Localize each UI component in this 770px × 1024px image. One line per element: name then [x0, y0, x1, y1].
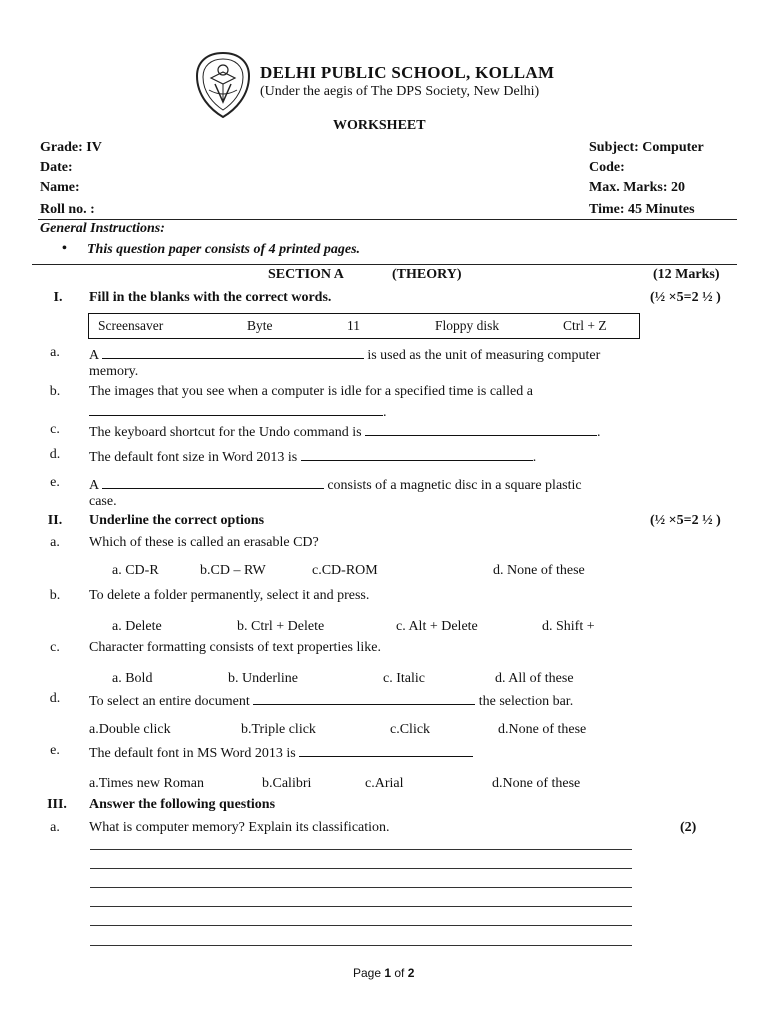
- answer-blank[interactable]: [299, 743, 473, 757]
- code-field: Code:: [589, 160, 625, 175]
- school-name: DELHI PUBLIC SCHOOL, KOLLAM: [260, 63, 555, 82]
- option-item[interactable]: a.Times new Roman: [89, 776, 204, 791]
- date-field: Date:: [40, 160, 73, 175]
- instructions-heading: General Instructions:: [40, 221, 165, 236]
- grade-field: Grade: IV: [40, 140, 102, 155]
- answer-line[interactable]: [90, 925, 632, 926]
- part-marks: (½ ×5=2 ½ ): [650, 290, 721, 305]
- word-bank-box: [88, 313, 640, 339]
- part-marks: (½ ×5=2 ½ ): [650, 513, 721, 528]
- word-bank-item: Floppy disk: [435, 318, 500, 333]
- question-text: To delete a folder permanently, select it and press.: [89, 588, 370, 603]
- option-item[interactable]: d.None of these: [492, 776, 581, 791]
- question-label: b.: [49, 384, 61, 399]
- question-label: a.: [50, 535, 60, 550]
- option-item[interactable]: c. Italic: [383, 671, 425, 686]
- question-label: b.: [49, 588, 61, 603]
- option-item[interactable]: b. Ctrl + Delete: [237, 619, 325, 634]
- option-item[interactable]: c. Alt + Delete: [396, 619, 478, 634]
- answer-line[interactable]: [90, 868, 632, 869]
- answer-blank[interactable]: [102, 475, 324, 489]
- answer-line[interactable]: [90, 849, 632, 850]
- section-type: (THEORY): [392, 267, 462, 282]
- answer-blank[interactable]: [253, 691, 475, 705]
- question-text: The default font in MS Word 2013 is: [89, 743, 473, 762]
- option-item[interactable]: d.None of these: [498, 722, 587, 737]
- answer-blank[interactable]: [102, 345, 364, 359]
- section-title: SECTION A: [268, 267, 344, 282]
- question-label: d.: [49, 447, 61, 462]
- question-text: The images that you see when a computer is idle for a specified time is called a: [89, 384, 533, 399]
- question-text: The default font size in Word 2013 is .: [89, 447, 536, 466]
- question-text: The keyboard shortcut for the Undo command is .: [89, 422, 601, 441]
- word-bank-item: 11: [347, 318, 360, 333]
- part-number: I.: [53, 290, 63, 305]
- word-bank-item: Screensaver: [98, 318, 164, 333]
- part-number: II.: [47, 513, 63, 528]
- answer-blank[interactable]: [89, 402, 383, 416]
- question-text: A is used as the unit of measuring computer: [89, 345, 600, 364]
- divider-line: [38, 219, 737, 220]
- part-title: Underline the correct options: [89, 513, 265, 528]
- word-bank-item: Ctrl + Z: [563, 318, 607, 333]
- question-text: Which of these is called an erasable CD?: [89, 535, 319, 550]
- word-bank-item: Byte: [247, 318, 273, 333]
- question-label: c.: [50, 422, 60, 437]
- divider-line: [32, 264, 737, 265]
- answer-blank[interactable]: [365, 422, 597, 436]
- roll-field: Roll no. :: [40, 202, 95, 217]
- answer-line[interactable]: [90, 906, 632, 907]
- option-item[interactable]: c.Arial: [365, 776, 404, 791]
- part-title: Fill in the blanks with the correct words.: [89, 290, 332, 305]
- question-text: To select an entire document the selection bar.: [89, 691, 573, 710]
- question-label: a.: [50, 345, 60, 360]
- part-title: Answer the following questions: [89, 797, 276, 812]
- question-label: d.: [49, 691, 61, 706]
- subject-field: Subject: Computer: [589, 140, 704, 155]
- question-text: Character formatting consists of text properties like.: [89, 640, 381, 655]
- school-crest-logo: [193, 50, 253, 120]
- option-item[interactable]: c.CD-ROM: [312, 563, 378, 578]
- school-subtitle: (Under the aegis of The DPS Society, New Delhi): [260, 84, 540, 99]
- question-text: What is computer memory? Explain its classification.: [89, 820, 390, 835]
- option-item[interactable]: b.Triple click: [241, 722, 316, 737]
- question-label: a.: [50, 820, 60, 835]
- name-field: Name:: [40, 180, 80, 195]
- max-marks-field: Max. Marks: 20: [589, 180, 686, 195]
- option-item[interactable]: a. Delete: [112, 619, 162, 634]
- option-item[interactable]: d. None of these: [493, 563, 585, 578]
- question-label: e.: [50, 475, 60, 490]
- option-item[interactable]: b.CD – RW: [200, 563, 266, 578]
- question-text: A consists of a magnetic disc in a square plastic: [89, 475, 582, 494]
- bullet-icon: •: [62, 241, 67, 256]
- page-number: Page 1 of 2: [353, 966, 415, 980]
- answer-line[interactable]: [90, 887, 632, 888]
- option-item[interactable]: b.Calibri: [262, 776, 312, 791]
- part-number: III.: [47, 797, 67, 812]
- question-marks: (2): [680, 820, 697, 835]
- option-item[interactable]: b. Underline: [228, 671, 298, 686]
- option-item[interactable]: d. All of these: [495, 671, 574, 686]
- option-item[interactable]: a.Double click: [89, 722, 171, 737]
- question-label: e.: [50, 743, 60, 758]
- worksheet-title: WORKSHEET: [333, 118, 426, 133]
- instructions-item: This question paper consists of 4 printed pages.: [87, 242, 361, 257]
- section-marks: (12 Marks): [653, 267, 720, 282]
- option-item[interactable]: a. CD-R: [112, 563, 159, 578]
- option-item[interactable]: d. Shift +: [542, 619, 595, 634]
- question-text-cont: memory.: [89, 364, 139, 379]
- question-label: c.: [50, 640, 60, 655]
- question-text-cont: .: [89, 402, 387, 421]
- time-field: Time: 45 Minutes: [589, 202, 695, 217]
- answer-blank[interactable]: [301, 447, 533, 461]
- option-item[interactable]: a. Bold: [112, 671, 153, 686]
- question-text-cont: case.: [89, 494, 117, 509]
- answer-line[interactable]: [90, 945, 632, 946]
- option-item[interactable]: c.Click: [390, 722, 431, 737]
